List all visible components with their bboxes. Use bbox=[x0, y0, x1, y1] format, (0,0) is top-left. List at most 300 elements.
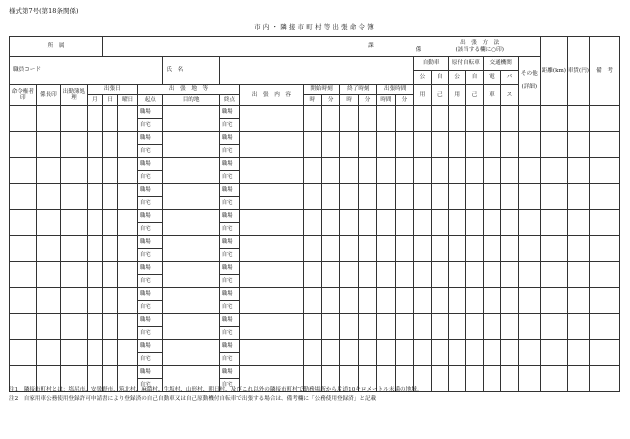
bus-cell-2: ス bbox=[501, 85, 518, 106]
entry-cell[interactable] bbox=[395, 210, 414, 236]
entry-cell[interactable] bbox=[103, 132, 118, 158]
entry-cell[interactable] bbox=[118, 158, 137, 184]
endpoint-place: 職場 bbox=[219, 132, 239, 145]
footnote-2: 注2 自家用車公務使用登録許可申請書により登録済の自己自動車又は自己原動機付自転車で出張する場合は、備考欄に「公務使用登録済」と記載 bbox=[9, 396, 377, 402]
entry-cell[interactable] bbox=[414, 314, 431, 340]
entry-cell[interactable] bbox=[340, 340, 358, 366]
trip-record-row bbox=[10, 288, 620, 301]
entry-cell[interactable] bbox=[501, 184, 518, 210]
entry-cell[interactable] bbox=[431, 236, 448, 262]
entry-cell[interactable] bbox=[87, 236, 102, 262]
entry-cell[interactable] bbox=[240, 236, 303, 262]
entry-cell[interactable] bbox=[449, 288, 466, 314]
entry-cell[interactable] bbox=[431, 184, 448, 210]
entry-cell[interactable] bbox=[303, 340, 321, 366]
entry-cell[interactable] bbox=[567, 184, 590, 210]
entry-cell[interactable] bbox=[303, 236, 321, 262]
entry-cell[interactable] bbox=[483, 132, 500, 158]
entry-cell[interactable] bbox=[541, 340, 568, 366]
entry-cell[interactable] bbox=[414, 184, 431, 210]
entry-cell[interactable] bbox=[466, 366, 483, 392]
entry-cell[interactable] bbox=[395, 288, 414, 314]
entry-cell[interactable] bbox=[87, 262, 102, 288]
entry-cell[interactable] bbox=[358, 236, 376, 262]
entry-cell[interactable] bbox=[567, 210, 590, 236]
entry-cell[interactable] bbox=[377, 106, 395, 132]
entry-cell[interactable] bbox=[395, 106, 414, 132]
entry-cell[interactable] bbox=[567, 236, 590, 262]
entry-cell[interactable] bbox=[303, 132, 321, 158]
entry-cell[interactable] bbox=[303, 288, 321, 314]
destination-field[interactable] bbox=[163, 262, 219, 288]
entry-cell[interactable] bbox=[466, 236, 483, 262]
entry-cell[interactable] bbox=[395, 340, 414, 366]
entry-cell[interactable] bbox=[567, 288, 590, 314]
entry-cell[interactable] bbox=[466, 210, 483, 236]
entry-cell[interactable] bbox=[518, 158, 541, 184]
entry-cell[interactable] bbox=[10, 314, 37, 340]
moped-official-cell-2: 用 bbox=[449, 85, 466, 106]
entry-cell[interactable] bbox=[590, 184, 620, 210]
endpoint-place: 自宅 bbox=[219, 145, 239, 158]
entry-cell[interactable] bbox=[103, 158, 118, 184]
destination-field[interactable] bbox=[163, 158, 219, 184]
entry-cell[interactable] bbox=[414, 236, 431, 262]
entry-cell[interactable] bbox=[358, 132, 376, 158]
entry-cell[interactable] bbox=[414, 288, 431, 314]
entry-cell[interactable] bbox=[322, 288, 340, 314]
entry-cell[interactable] bbox=[87, 288, 102, 314]
entry-cell[interactable] bbox=[483, 340, 500, 366]
entry-cell[interactable] bbox=[103, 106, 118, 132]
entry-cell[interactable] bbox=[358, 158, 376, 184]
entry-cell[interactable] bbox=[303, 106, 321, 132]
entry-cell[interactable] bbox=[240, 314, 303, 340]
moped-private-cell-2: 己 bbox=[466, 85, 483, 106]
entry-cell[interactable] bbox=[414, 262, 431, 288]
entry-cell[interactable] bbox=[541, 106, 568, 132]
entry-cell[interactable] bbox=[395, 262, 414, 288]
entry-cell[interactable] bbox=[466, 288, 483, 314]
entry-cell[interactable] bbox=[501, 132, 518, 158]
entry-cell[interactable] bbox=[518, 132, 541, 158]
entry-cell[interactable] bbox=[541, 184, 568, 210]
entry-cell[interactable] bbox=[358, 106, 376, 132]
entry-cell[interactable] bbox=[322, 210, 340, 236]
entry-cell[interactable] bbox=[322, 106, 340, 132]
origin-place: 職場 bbox=[137, 340, 163, 353]
entry-cell[interactable] bbox=[87, 158, 102, 184]
entry-cell[interactable] bbox=[103, 184, 118, 210]
form-number-label: 様式第7号(第18条関係) bbox=[9, 7, 79, 15]
section-label: 課 bbox=[103, 37, 414, 57]
entry-cell[interactable] bbox=[103, 340, 118, 366]
origin-place: 職場 bbox=[137, 184, 163, 197]
entry-cell[interactable] bbox=[449, 106, 466, 132]
origin-place: 職場 bbox=[137, 288, 163, 301]
entry-cell[interactable] bbox=[240, 158, 303, 184]
entry-cell[interactable] bbox=[466, 132, 483, 158]
entry-cell[interactable] bbox=[103, 288, 118, 314]
end-hour-header: 時 bbox=[340, 95, 358, 106]
entry-cell[interactable] bbox=[395, 158, 414, 184]
entry-cell[interactable] bbox=[395, 314, 414, 340]
entry-cell[interactable] bbox=[518, 262, 541, 288]
entry-cell[interactable] bbox=[303, 210, 321, 236]
endpoint-place: 自宅 bbox=[219, 379, 239, 392]
entry-cell[interactable] bbox=[118, 340, 137, 366]
entry-cell[interactable] bbox=[61, 132, 88, 158]
entry-cell[interactable] bbox=[449, 132, 466, 158]
entry-cell[interactable] bbox=[358, 184, 376, 210]
entry-cell[interactable] bbox=[36, 106, 61, 132]
entry-cell[interactable] bbox=[10, 262, 37, 288]
entry-cell[interactable] bbox=[501, 262, 518, 288]
entry-cell[interactable] bbox=[449, 210, 466, 236]
entry-cell[interactable] bbox=[377, 210, 395, 236]
entry-cell[interactable] bbox=[118, 262, 137, 288]
entry-cell[interactable] bbox=[431, 314, 448, 340]
entry-cell[interactable] bbox=[61, 262, 88, 288]
entry-cell[interactable] bbox=[303, 314, 321, 340]
entry-cell[interactable] bbox=[340, 236, 358, 262]
entry-cell[interactable] bbox=[36, 314, 61, 340]
duration-header: 出張時間 bbox=[377, 85, 414, 95]
destination-field[interactable] bbox=[163, 210, 219, 236]
entry-cell[interactable] bbox=[61, 106, 88, 132]
entry-cell[interactable] bbox=[10, 184, 37, 210]
entry-cell[interactable] bbox=[567, 158, 590, 184]
footnotes bbox=[9, 386, 422, 404]
entry-cell[interactable] bbox=[431, 340, 448, 366]
entry-cell[interactable] bbox=[483, 106, 500, 132]
entry-cell[interactable] bbox=[466, 340, 483, 366]
destination-field[interactable] bbox=[163, 236, 219, 262]
entry-cell[interactable] bbox=[103, 314, 118, 340]
entry-cell[interactable] bbox=[518, 210, 541, 236]
entry-cell[interactable] bbox=[414, 210, 431, 236]
form-title: 市内・隣接市町村等出張命令簿 bbox=[254, 23, 376, 31]
entry-cell[interactable] bbox=[501, 210, 518, 236]
entry-cell[interactable] bbox=[36, 340, 61, 366]
endpoint-place: 自宅 bbox=[219, 197, 239, 210]
entry-cell[interactable] bbox=[518, 236, 541, 262]
origin-place: 自宅 bbox=[137, 145, 163, 158]
entry-cell[interactable] bbox=[431, 132, 448, 158]
entry-cell[interactable] bbox=[590, 314, 620, 340]
entry-cell[interactable] bbox=[483, 262, 500, 288]
entry-cell[interactable] bbox=[590, 158, 620, 184]
entry-cell[interactable] bbox=[322, 262, 340, 288]
endpoint-place: 自宅 bbox=[219, 353, 239, 366]
entry-cell[interactable] bbox=[322, 314, 340, 340]
origin-place: 自宅 bbox=[137, 379, 163, 392]
entry-cell[interactable] bbox=[567, 366, 590, 392]
entry-cell[interactable] bbox=[541, 210, 568, 236]
origin-place: 職場 bbox=[137, 106, 163, 119]
entry-cell[interactable] bbox=[377, 236, 395, 262]
origin-place: 自宅 bbox=[137, 119, 163, 132]
entry-cell[interactable] bbox=[483, 236, 500, 262]
entry-cell[interactable] bbox=[61, 236, 88, 262]
entry-cell[interactable] bbox=[303, 262, 321, 288]
trip-record-row bbox=[10, 210, 620, 223]
entry-cell[interactable] bbox=[36, 288, 61, 314]
entry-cell[interactable] bbox=[61, 314, 88, 340]
destination-field[interactable] bbox=[163, 132, 219, 158]
entry-cell[interactable] bbox=[87, 132, 102, 158]
entry-cell[interactable] bbox=[240, 288, 303, 314]
entry-cell[interactable] bbox=[10, 106, 37, 132]
entry-cell[interactable] bbox=[501, 236, 518, 262]
entry-cell[interactable] bbox=[240, 132, 303, 158]
entry-cell[interactable] bbox=[466, 314, 483, 340]
entry-cell[interactable] bbox=[431, 262, 448, 288]
entry-cell[interactable] bbox=[340, 262, 358, 288]
entry-cell[interactable] bbox=[340, 210, 358, 236]
entry-cell[interactable] bbox=[118, 106, 137, 132]
entry-cell[interactable] bbox=[449, 314, 466, 340]
entry-cell[interactable] bbox=[541, 366, 568, 392]
entry-cell[interactable] bbox=[501, 288, 518, 314]
end-time-header: 終了時刻 bbox=[340, 85, 377, 95]
origin-place: 職場 bbox=[137, 158, 163, 171]
entry-cell[interactable] bbox=[118, 132, 137, 158]
entry-cell[interactable] bbox=[87, 340, 102, 366]
chief-seal-header: 係長印 bbox=[36, 85, 61, 106]
entry-cell[interactable] bbox=[36, 184, 61, 210]
entry-cell[interactable] bbox=[340, 106, 358, 132]
entry-cell[interactable] bbox=[567, 340, 590, 366]
entry-cell[interactable] bbox=[240, 210, 303, 236]
entry-cell[interactable] bbox=[103, 236, 118, 262]
entry-cell[interactable] bbox=[414, 132, 431, 158]
entry-cell[interactable] bbox=[567, 262, 590, 288]
entry-cell[interactable] bbox=[10, 132, 37, 158]
entry-cell[interactable] bbox=[541, 158, 568, 184]
end-minute-header: 分 bbox=[358, 95, 376, 106]
duration-hours-header: 時間 bbox=[377, 95, 395, 106]
entry-cell[interactable] bbox=[358, 262, 376, 288]
entry-cell[interactable] bbox=[590, 262, 620, 288]
origin-place: 自宅 bbox=[137, 327, 163, 340]
endpoint-place: 職場 bbox=[219, 184, 239, 197]
entry-cell[interactable] bbox=[322, 158, 340, 184]
entry-cell[interactable] bbox=[61, 340, 88, 366]
train-cell-2: 車 bbox=[483, 85, 500, 106]
entry-cell[interactable] bbox=[340, 314, 358, 340]
destination-field[interactable] bbox=[163, 340, 219, 366]
entry-cell[interactable] bbox=[483, 314, 500, 340]
transit-header: 交通機関 bbox=[483, 57, 518, 71]
entry-cell[interactable] bbox=[449, 184, 466, 210]
entry-cell[interactable] bbox=[377, 262, 395, 288]
entry-cell[interactable] bbox=[322, 132, 340, 158]
destination-field[interactable] bbox=[163, 288, 219, 314]
entry-cell[interactable] bbox=[240, 262, 303, 288]
entry-cell[interactable] bbox=[431, 288, 448, 314]
entry-cell[interactable] bbox=[501, 106, 518, 132]
entry-cell[interactable] bbox=[567, 106, 590, 132]
entry-cell[interactable] bbox=[118, 236, 137, 262]
entry-cell[interactable] bbox=[303, 184, 321, 210]
destination-field[interactable] bbox=[163, 184, 219, 210]
entry-cell[interactable] bbox=[483, 288, 500, 314]
entry-cell[interactable] bbox=[518, 340, 541, 366]
origin-place: 職場 bbox=[137, 314, 163, 327]
entry-cell[interactable] bbox=[483, 184, 500, 210]
entry-cell[interactable] bbox=[449, 366, 466, 392]
entry-cell[interactable] bbox=[10, 158, 37, 184]
entry-cell[interactable] bbox=[36, 158, 61, 184]
entry-cell[interactable] bbox=[501, 366, 518, 392]
entry-cell[interactable] bbox=[377, 288, 395, 314]
entry-cell[interactable] bbox=[340, 184, 358, 210]
trip-content-header: 出 張 内 容 bbox=[240, 85, 303, 106]
footnote-1: 注1 隣接市町村とは：塩尻市、安曇野市、筑北村、麻績村、生坂村、山形村、朝日村、及びこれ以外の隣接市町村で勤務場所から片道10キロメートル未満の地域。 bbox=[9, 387, 423, 393]
entry-cell[interactable] bbox=[449, 340, 466, 366]
entry-cell[interactable] bbox=[61, 184, 88, 210]
entry-cell[interactable] bbox=[567, 314, 590, 340]
destination-field[interactable] bbox=[163, 314, 219, 340]
entry-cell[interactable] bbox=[10, 210, 37, 236]
moped-official-cell: 公 bbox=[449, 71, 466, 85]
car-official-cell: 公 bbox=[414, 71, 431, 85]
entry-cell[interactable] bbox=[449, 236, 466, 262]
entry-cell[interactable] bbox=[466, 158, 483, 184]
entry-cell[interactable] bbox=[377, 158, 395, 184]
endpoint-place: 自宅 bbox=[219, 223, 239, 236]
entry-cell[interactable] bbox=[431, 158, 448, 184]
entry-cell[interactable] bbox=[240, 184, 303, 210]
entry-cell[interactable] bbox=[303, 158, 321, 184]
entry-cell[interactable] bbox=[395, 184, 414, 210]
entry-cell[interactable] bbox=[87, 210, 102, 236]
moped-header: 原付自転車 bbox=[449, 57, 484, 71]
entry-cell[interactable] bbox=[501, 340, 518, 366]
entry-cell[interactable] bbox=[466, 184, 483, 210]
entry-cell[interactable] bbox=[541, 262, 568, 288]
entry-cell[interactable] bbox=[449, 262, 466, 288]
entry-cell[interactable] bbox=[10, 236, 37, 262]
entry-cell[interactable] bbox=[103, 210, 118, 236]
entry-cell[interactable] bbox=[518, 106, 541, 132]
entry-cell[interactable] bbox=[322, 340, 340, 366]
entry-cell[interactable] bbox=[541, 314, 568, 340]
entry-cell[interactable] bbox=[240, 340, 303, 366]
entry-cell[interactable] bbox=[483, 158, 500, 184]
attendance-processing-header: 出勤簿処理 bbox=[61, 85, 88, 106]
entry-cell[interactable] bbox=[541, 236, 568, 262]
entry-cell[interactable] bbox=[501, 314, 518, 340]
entry-cell[interactable] bbox=[340, 288, 358, 314]
entry-cell[interactable] bbox=[590, 132, 620, 158]
entry-cell[interactable] bbox=[377, 184, 395, 210]
entry-cell[interactable] bbox=[377, 132, 395, 158]
entry-cell[interactable] bbox=[118, 184, 137, 210]
entry-cell[interactable] bbox=[414, 106, 431, 132]
entry-cell[interactable] bbox=[36, 132, 61, 158]
entry-cell[interactable] bbox=[466, 262, 483, 288]
entry-cell[interactable] bbox=[590, 288, 620, 314]
name-field[interactable] bbox=[219, 57, 413, 85]
entry-cell[interactable] bbox=[541, 288, 568, 314]
entry-cell[interactable] bbox=[87, 106, 102, 132]
entry-cell[interactable] bbox=[61, 210, 88, 236]
entry-cell[interactable] bbox=[414, 340, 431, 366]
origin-place: 自宅 bbox=[137, 197, 163, 210]
method-subtitle: (該当する欄に○印) bbox=[455, 46, 504, 53]
entry-cell[interactable] bbox=[377, 314, 395, 340]
entry-cell[interactable] bbox=[590, 366, 620, 392]
origin-place: 自宅 bbox=[137, 275, 163, 288]
entry-cell[interactable] bbox=[10, 340, 37, 366]
entry-cell[interactable] bbox=[358, 314, 376, 340]
entry-cell[interactable] bbox=[36, 236, 61, 262]
entry-cell[interactable] bbox=[431, 106, 448, 132]
entry-cell[interactable] bbox=[118, 314, 137, 340]
entry-cell[interactable] bbox=[358, 210, 376, 236]
entry-cell[interactable] bbox=[395, 236, 414, 262]
entry-cell[interactable] bbox=[118, 210, 137, 236]
name-label: 氏 名 bbox=[163, 57, 219, 85]
entry-cell[interactable] bbox=[466, 106, 483, 132]
entry-cell[interactable] bbox=[61, 288, 88, 314]
entry-cell[interactable] bbox=[118, 288, 137, 314]
entry-cell[interactable] bbox=[240, 106, 303, 132]
entry-cell[interactable] bbox=[518, 366, 541, 392]
entry-cell[interactable] bbox=[87, 314, 102, 340]
entry-cell[interactable] bbox=[87, 184, 102, 210]
entry-cell[interactable] bbox=[377, 340, 395, 366]
entry-cell[interactable] bbox=[340, 132, 358, 158]
entry-cell[interactable] bbox=[590, 210, 620, 236]
entry-cell[interactable] bbox=[322, 236, 340, 262]
entry-cell[interactable] bbox=[590, 340, 620, 366]
entry-cell[interactable] bbox=[590, 236, 620, 262]
entry-cell[interactable] bbox=[431, 210, 448, 236]
destination-field[interactable] bbox=[163, 106, 219, 132]
entry-cell[interactable] bbox=[358, 288, 376, 314]
entry-cell[interactable] bbox=[61, 158, 88, 184]
entry-cell[interactable] bbox=[567, 132, 590, 158]
entry-cell[interactable] bbox=[590, 106, 620, 132]
entry-cell[interactable] bbox=[103, 262, 118, 288]
entry-cell[interactable] bbox=[518, 288, 541, 314]
entry-cell[interactable] bbox=[541, 132, 568, 158]
entry-cell[interactable] bbox=[483, 366, 500, 392]
entry-cell[interactable] bbox=[431, 366, 448, 392]
entry-cell[interactable] bbox=[36, 262, 61, 288]
trip-record-row bbox=[10, 236, 620, 249]
entry-cell[interactable] bbox=[395, 132, 414, 158]
entry-cell[interactable] bbox=[483, 210, 500, 236]
origin-place: 自宅 bbox=[137, 223, 163, 236]
entry-cell[interactable] bbox=[10, 288, 37, 314]
month-header: 月 bbox=[87, 95, 102, 106]
entry-cell[interactable] bbox=[358, 340, 376, 366]
entry-cell[interactable] bbox=[36, 210, 61, 236]
entry-cell[interactable] bbox=[501, 158, 518, 184]
entry-cell[interactable] bbox=[449, 158, 466, 184]
duration-minutes-header: 分 bbox=[395, 95, 414, 106]
entry-cell[interactable] bbox=[322, 184, 340, 210]
moped-private-cell: 自 bbox=[466, 71, 483, 85]
entry-cell[interactable] bbox=[414, 158, 431, 184]
entry-cell[interactable] bbox=[518, 184, 541, 210]
entry-cell[interactable] bbox=[518, 314, 541, 340]
entry-cell[interactable] bbox=[340, 158, 358, 184]
